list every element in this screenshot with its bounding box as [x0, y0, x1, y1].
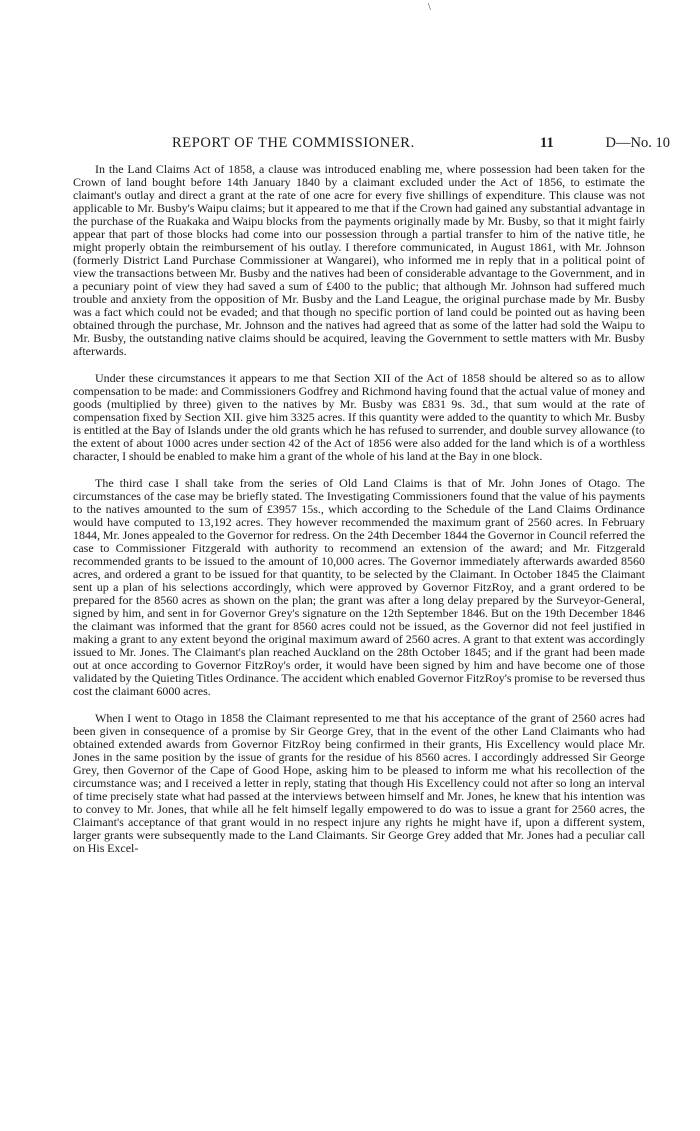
- report-body: [73, 163, 645, 855]
- page-title: REPORT OF THE COMMISSIONER.: [172, 135, 415, 151]
- paragraph-section-xii: Under these circumstances it appears to me that Section XII of the Act of 1858 should be altered so as to allow compensation to be made: and Commissioners Godfrey and Richmond having found that the actual value of money and goods (multiplied by three) given to the natives by Mr. Busby was £831 9s. 3d., that sum would at the rate of compensation fixed by Section XII. give him 3325 acres. If this quantity were added to the quantity to which Mr. Busby is entitled at the Bay of Islands under the old grants which he has refused to surrender, and double survey allowance (to the extent of about 1000 acres under section 42 of the Act of 1856 were also added for the land which is of a worthless character, I should be enabled to make him a grant of the whole of his land at the Bay in one block.: [73, 371, 645, 463]
- page-header: [72, 135, 672, 155]
- margin-mark: \: [428, 2, 431, 13]
- paragraph-land-claims-act: In the Land Claims Act of 1858, a clause was introduced enabling me, where possession had been taken for the Crown of land bought before 14th January 1840 by a claimant excluded under the Act of 1856, to estimate the claimant's outlay and direct a grant at the rate of one acre for every five shillings of expenditure. This clause was not applicable to Mr. Busby's Waipu claims; but it appeared to me that if the Crown had gained any substantial advantage in the purchase of the Ruakaka and Waipu blocks from the payments originally made by Mr. Busby, so that it might fairly appear that part of those blocks had come into our possession through a partial transfer to him of the native title, he might properly obtain the reimbursement of his outlay. I therefore communicated, in August 1861, with Mr. Johnson (formerly District Land Purchase Commissioner at Wangarei), who informed me in reply that in a political point of view the transactions between Mr. Busby and the natives had been of considerable advantage to the Government, and in a pecuniary point of view they had saved a sum of £400 to the public; that although Mr. Johnson had suffered much trouble and anxiety from the opposition of Mr. Busby and the Land League, the original purchase made by Mr. Busby was a fact which could not be evaded; and that though no specific portion of land could be pointed out as having been obtained through the purchase, Mr. Johnson and the natives had agreed that as some of the latter had sold the Waipu to Mr. Busby, the outstanding native claims should be acquired, leaving the Government to settle matters with Mr. Busby afterwards.: [73, 162, 645, 358]
- paragraph-otago-visit: When I went to Otago in 1858 the Claimant represented to me that his acceptance of the grant of 2560 acres had been given in consequence of a promise by Sir George Grey, that in the event of the other Land Claimants who had obtained extended awards from Governor FitzRoy being confirmed in their grants, His Excellency would place Mr. Jones in the same position by the issue of grants for the residue of his 8560 acres. I accordingly addressed Sir George Grey, then Governor of the Cape of Good Hope, asking him to be pleased to inform me what his recollection of the circumstance was; and I received a letter in reply, stating that though His Excellency could not after so long an interval of time precisely state what had passed at the interviews between himself and Mr. Jones, he knew that his intention was to convey to Mr. Jones, that while all he felt himself legally empowered to do was to issue a grant for 2560 acres, the Claimant's acceptance of that grant would in no respect injure any rights he might have if, upon a different system, larger grants were subsequently made to the Land Claimants. Sir George Grey added that Mr. Jones had a peculiar call on His Excel-: [73, 711, 645, 855]
- page-number: 11: [540, 135, 554, 151]
- paragraph-jones-case: The third case I shall take from the series of Old Land Claims is that of Mr. John Jones of Otago. The circumstances of the case may be briefly stated. The Investigating Commissioners found that the value of his payments to the natives amounted to the sum of £3957 15s., which according to the Schedule of the Land Claims Ordinance would have computed to 13,192 acres. They however recommended the maximum grant of 2560 acres. In February 1844, Mr. Jones appealed to the Governor for redress. On the 24th December 1844 the Governor in Council referred the case to Commissioner Fitzgerald with authority to recommend an extension of the award; and Mr. Fitzgerald recommended grants to be issued to the amount of 10,000 acres. The Governor immediately afterwards awarded 8560 acres, and ordered a grant to be issued for that quantity, to be selected by the Claimant. In October 1845 the Claimant sent up a plan of his selections accordingly, which were approved by Governor FitzRoy, and a grant ordered to be prepared for the 8560 acres as shown on the plan; the grant was after a long delay prepared by the Surveyor-General, signed by him, and sent in for Governor Grey's signature on the 12th September 1846. But on the 19th December 1846 the claimant was informed that the grant for 8560 acres could not be issued, as the Governor did not feel justified in making a grant to any extent beyond the original maximum award of 2560 acres. A grant to that extent was accordingly issued to Mr. Jones. The Claimant's plan reached Auckland on the 28th October 1845; and if the grant had been made out at once according to Governor FitzRoy's order, it would have been signed by him and have become one of those validated by the Quieting Titles Ordinance. The accident which enabled Governor FitzRoy's promise to be reversed thus cost the claimant 6000 acres.: [73, 476, 646, 698]
- document-reference: D—No. 10: [605, 135, 670, 151]
